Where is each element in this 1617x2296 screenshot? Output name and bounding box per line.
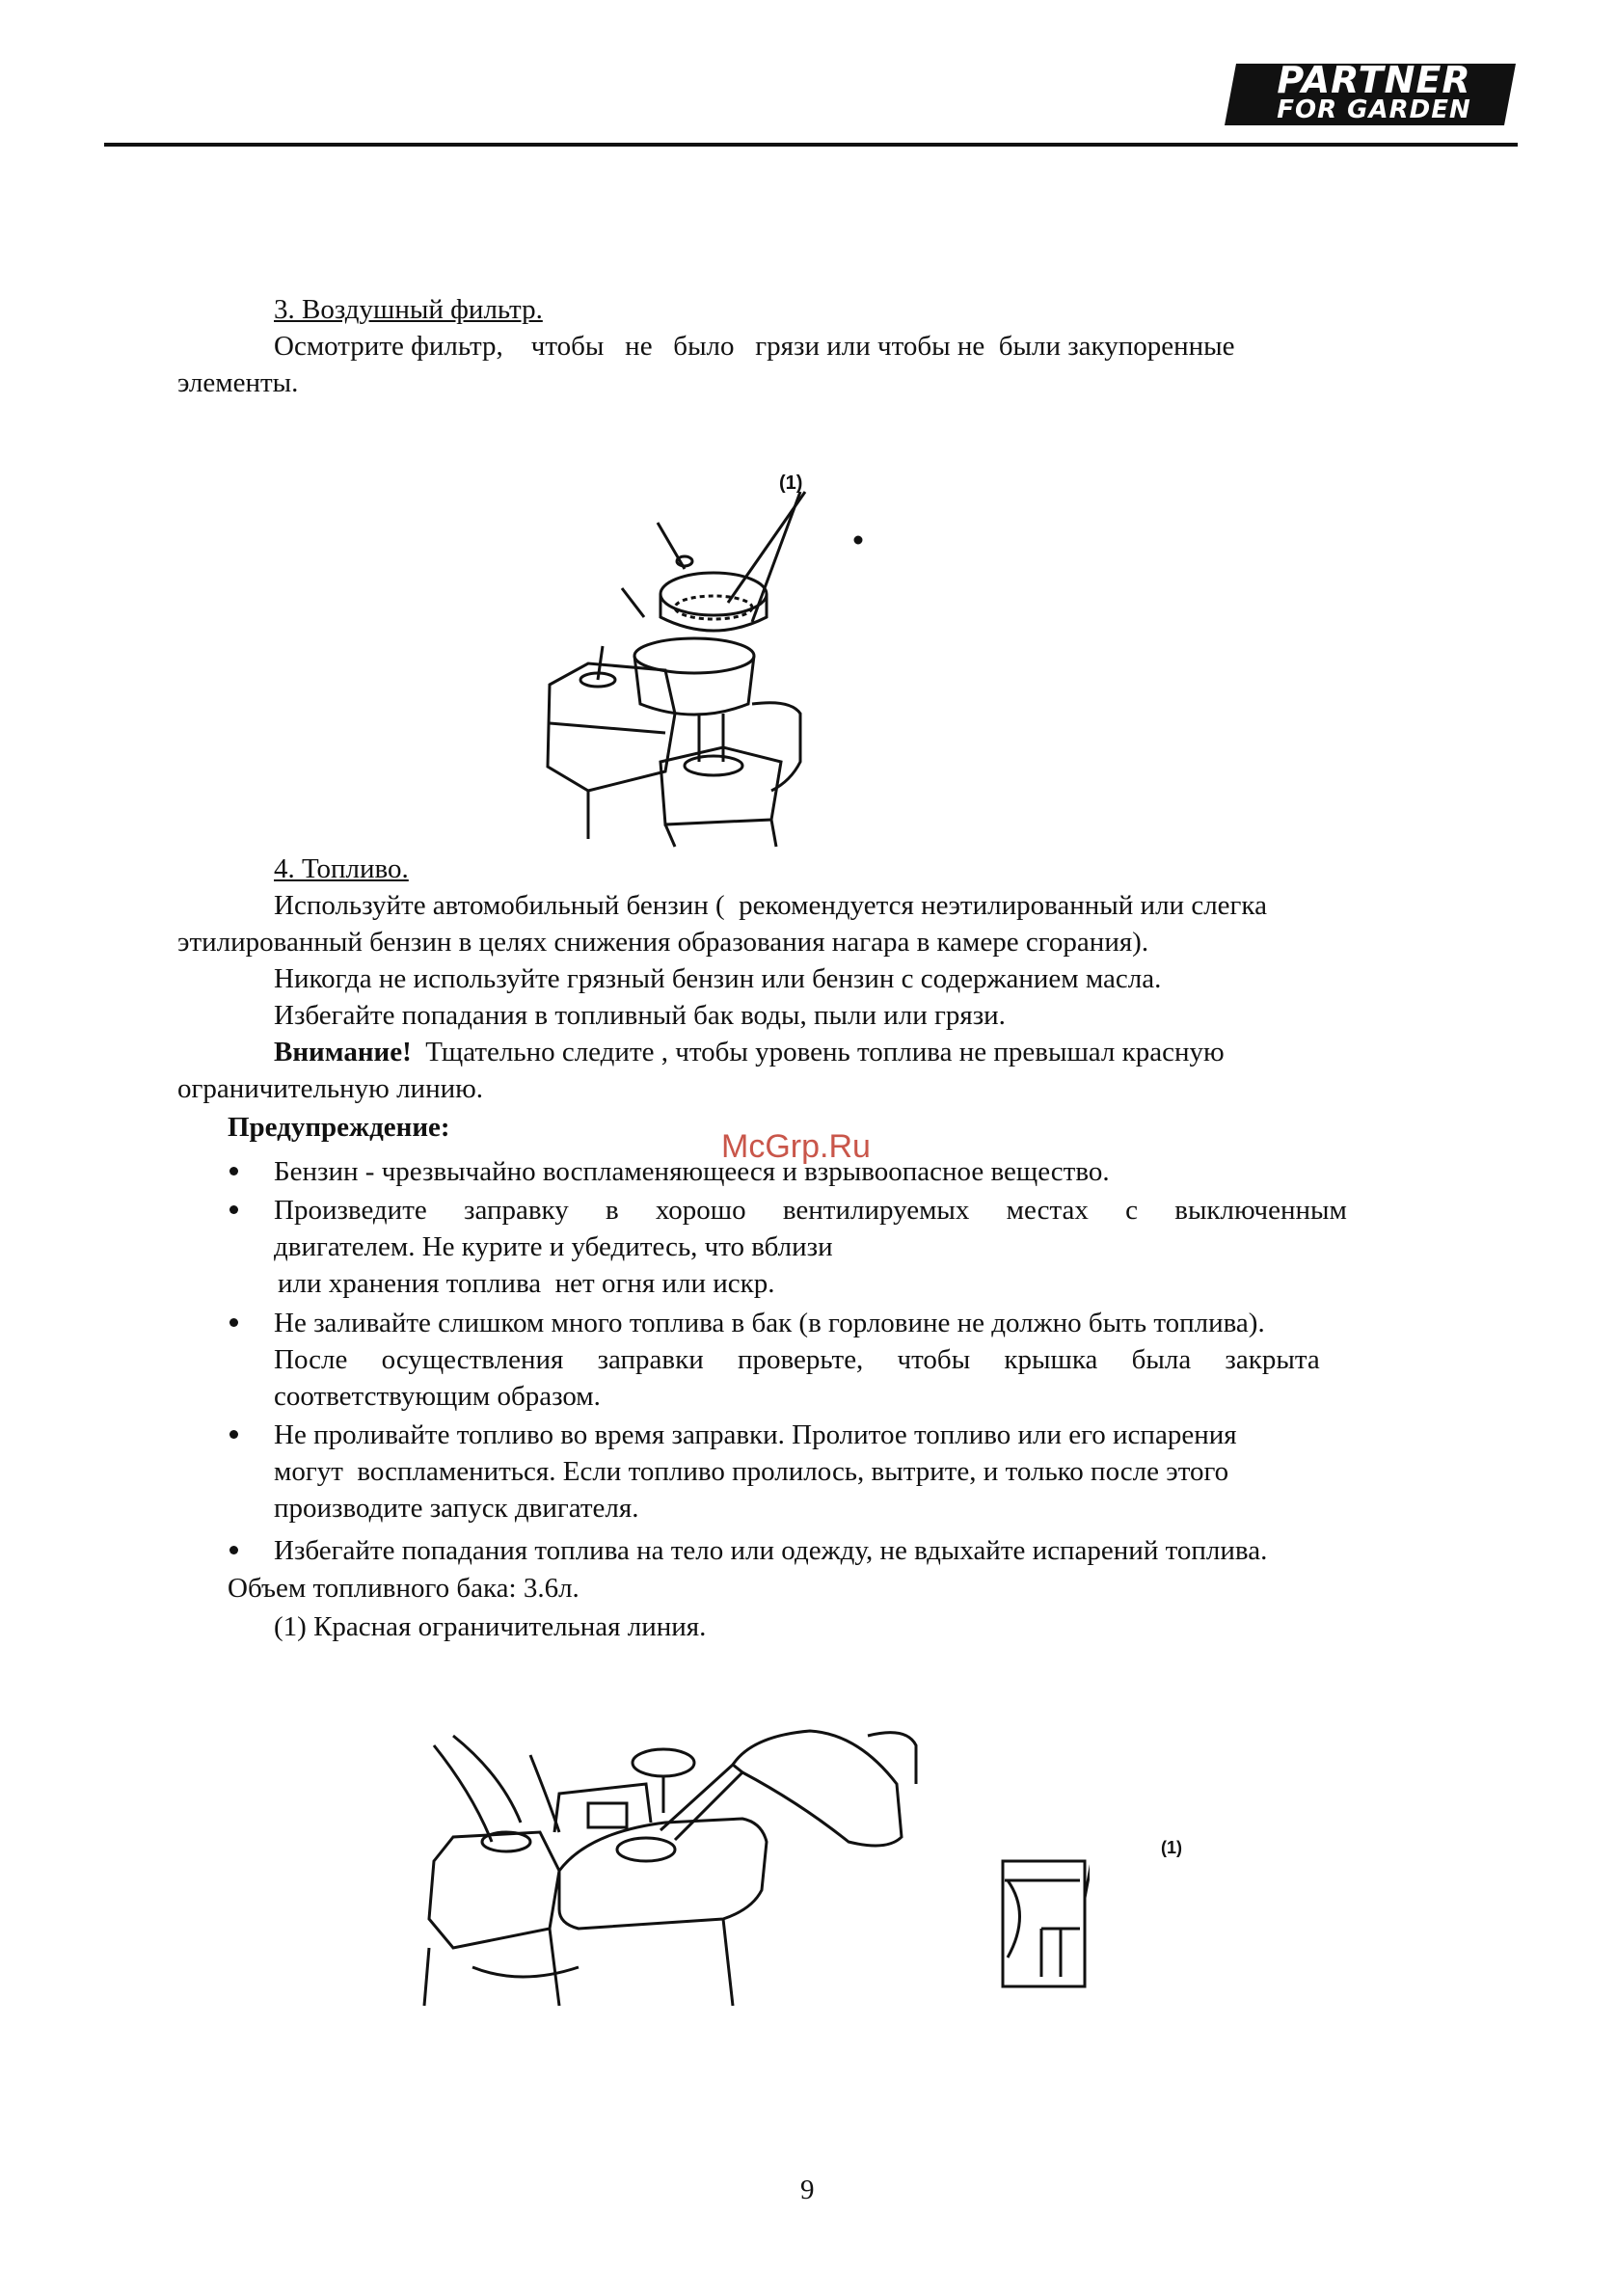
bullet-marker: [229, 1430, 238, 1439]
bullet-3-line-3: соответствующим образом.: [274, 1381, 601, 1412]
air-filter-drawing: [530, 473, 897, 849]
attention-text: Тщательно следите , чтобы уровень топлива не превышал красную: [411, 1037, 1225, 1067]
bullet-marker: [229, 1318, 238, 1327]
air-filter-callout: (1): [779, 473, 803, 494]
refuel-figure: [415, 1726, 1182, 2015]
fuel-p1-line2: этилированный бензин в целях снижения образования нагара в камере сгорания).: [177, 927, 1149, 958]
air-filter-figure: [530, 473, 897, 849]
fuel-p1-line1: Используйте автомобильный бензин ( рекомендуется неэтилированный или слегка: [274, 890, 1267, 921]
attention-line1: [274, 1034, 1225, 1070]
watermark: McGrp.Ru: [721, 1128, 871, 1165]
brand-logo: [1223, 60, 1518, 129]
bullet-marker: [229, 1205, 238, 1214]
bullet-2-line-2: двигателем. Не курите и убедитесь, что вблизи: [274, 1231, 833, 1262]
section4-heading: 4. Топливо.: [274, 853, 409, 884]
section3-text-line2: элементы.: [177, 367, 299, 398]
warning-title: Предупреждение:: [228, 1112, 450, 1143]
logo-line1: PARTNER: [1277, 59, 1471, 101]
bullet-3-line-2: После осуществления заправки проверьте, чтобы крышка была закрыта: [274, 1344, 1320, 1375]
logo-line2: FOR GARDEN: [1277, 95, 1471, 124]
fuel-p2: Никогда не используйте грязный бензин или бензин с содержанием масла.: [274, 963, 1162, 994]
bullet-4-line-1: Не проливайте топливо во время заправки. Пролитое топливо или его испарения: [274, 1419, 1237, 1450]
bullet-2-line-3: или хранения топлива нет огня или искр.: [278, 1268, 775, 1299]
bullet-2-line-1: Произведите заправку в хорошо вентилируемых местах с выключенным: [274, 1195, 1347, 1226]
refuel-drawing: [415, 1726, 1090, 2015]
bullet-5-line-1: Избегайте попадания топлива на тело или одежду, не вдыхайте испарений топлива.: [274, 1535, 1268, 1566]
bullet-3-line-1: Не заливайте слишком много топлива в бак (в горловине не должно быть топлива).: [274, 1308, 1265, 1338]
tank-volume: Объем топливного бака: 3.6л.: [228, 1573, 579, 1604]
bullet-marker: [229, 1167, 238, 1175]
section3-heading: 3. Воздушный фильтр.: [274, 294, 543, 325]
fuel-p3: Избегайте попадания в топливный бак воды, пыли или грязи.: [274, 1000, 1006, 1031]
page-number: 9: [800, 2174, 815, 2205]
section3-text-line1: Осмотрите фильтр, чтобы не было грязи или чтобы не были закупоренные: [274, 331, 1235, 362]
header-rule: [104, 143, 1518, 147]
attention-line2: ограничительную линию.: [177, 1073, 484, 1104]
bullet-marker: [229, 1546, 238, 1554]
bullet-4-line-3: производите запуск двигателя.: [274, 1493, 639, 1524]
attention-label: Внимание!: [274, 1037, 412, 1067]
figure-caption: (1) Красная ограничительная линия.: [274, 1611, 707, 1642]
bullet-4-line-2: могут воспламениться. Если топливо пролилось, вытрите, и только после этого: [274, 1456, 1229, 1487]
bullet-1-line-1: Бензин - чрезвычайно воспламеняющееся и взрывоопасное вещество.: [274, 1156, 1110, 1187]
refuel-callout: (1): [1161, 1838, 1182, 1857]
